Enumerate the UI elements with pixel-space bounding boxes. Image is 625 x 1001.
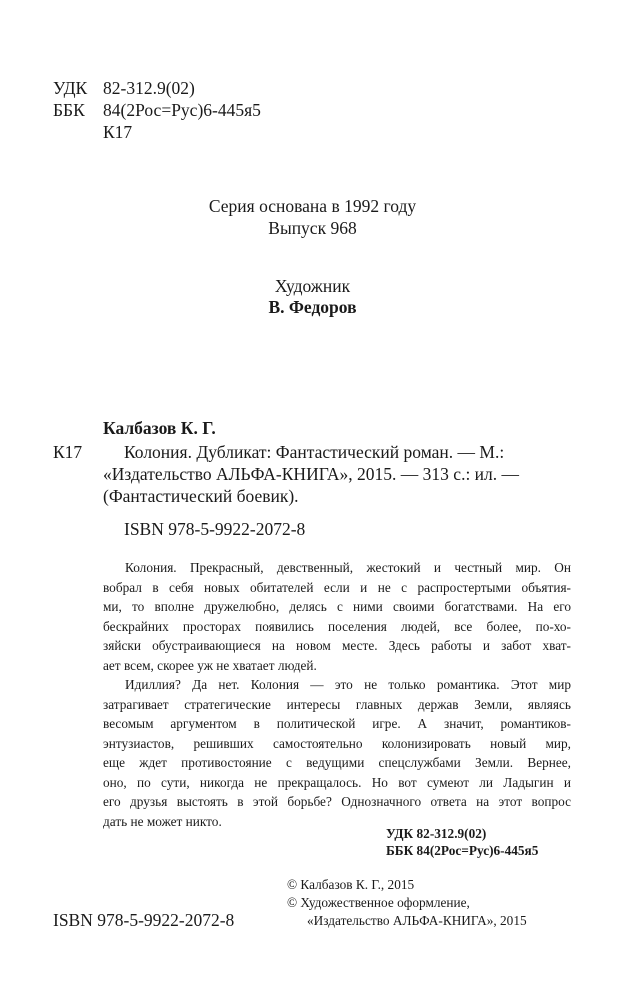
annotation-line: ми, то вполне дружелюбно, делясь с ними своими богатствами. На его <box>103 599 571 614</box>
catalog-line: Колония. Дубликат: Фантастический роман. — М.: <box>124 442 505 462</box>
catalog-author: Калбазов К. Г. <box>103 418 216 438</box>
bottom-udk: УДК 82-312.9(02) <box>386 826 487 841</box>
annotation-line: затрагивает стратегические интересы главных держав Земли, являясь <box>103 696 571 712</box>
annotation-line: Колония. Прекрасный, девственный, жестокий и честный мир. Он <box>125 560 571 575</box>
udk-label: УДК <box>53 78 88 98</box>
copyright-line: © Калбазов К. Г., 2015 <box>287 877 415 892</box>
artist-name: В. Федоров <box>268 297 357 317</box>
annotation-line: еще ждет противостояние с ведущими спецслужбами Земли. Вернее, <box>103 755 571 770</box>
annotation-line: зяйски обустраивающиеся на новом месте. Здесь работы и забот хват- <box>103 638 571 653</box>
annotation-line: вобрал в себя новых обитателей если и не с распростертыми объятия- <box>103 579 571 595</box>
annotation-line: бескрайних просторах появились поселения людей, все более, по-хо- <box>103 618 571 634</box>
series-issue: Выпуск 968 <box>268 218 357 238</box>
copyright-line: © Художественное оформление, <box>287 895 470 910</box>
catalog-line: «Издательство АЛЬФА-КНИГА», 2015. — 313 с.: ил. — <box>103 464 520 484</box>
udk-value: 82-312.9(02) <box>103 78 195 98</box>
artist-label: Художник <box>274 276 351 296</box>
annotation <box>103 558 571 831</box>
author-mark: К17 <box>103 122 133 142</box>
catalog-line: (Фантастический боевик). <box>103 486 299 506</box>
catalog-author-mark: К17 <box>53 442 83 462</box>
bbk-label: ББК <box>53 100 85 120</box>
series-founded: Серия основана в 1992 году <box>208 196 417 216</box>
annotation-line: его друзья выстоять в этой борьбе? Однозначного ответа на этот вопрос <box>103 794 571 809</box>
annotation-line: энтузиастов, решивших самостоятельно колонизировать новый мир, <box>103 735 571 751</box>
isbn-footer: ISBN 978-5-9922-2072-8 <box>53 910 235 930</box>
bottom-bbk: ББК 84(2Рос=Рус)6-445я5 <box>386 843 539 858</box>
annotation-line: дать не может никто. <box>103 813 222 829</box>
annotation-line: ает всем, скорее уж не хватает людей. <box>103 657 317 673</box>
annotation-line: Идиллия? Да нет. Колония — это не только романтика. Этот мир <box>125 677 571 692</box>
copyright-line: «Издательство АЛЬФА-КНИГА», 2015 <box>307 913 527 928</box>
catalog-isbn: ISBN 978-5-9922-2072-8 <box>124 519 306 539</box>
annotation-line: весомым аргументом в политической игре. А значит, романтиков- <box>103 716 571 731</box>
annotation-line: оно, по сути, никогда не прекращалось. Но вот сумеют ли Ладыгин и <box>103 774 571 790</box>
bbk-value: 84(2Рос=Рус)6-445я5 <box>103 100 261 120</box>
